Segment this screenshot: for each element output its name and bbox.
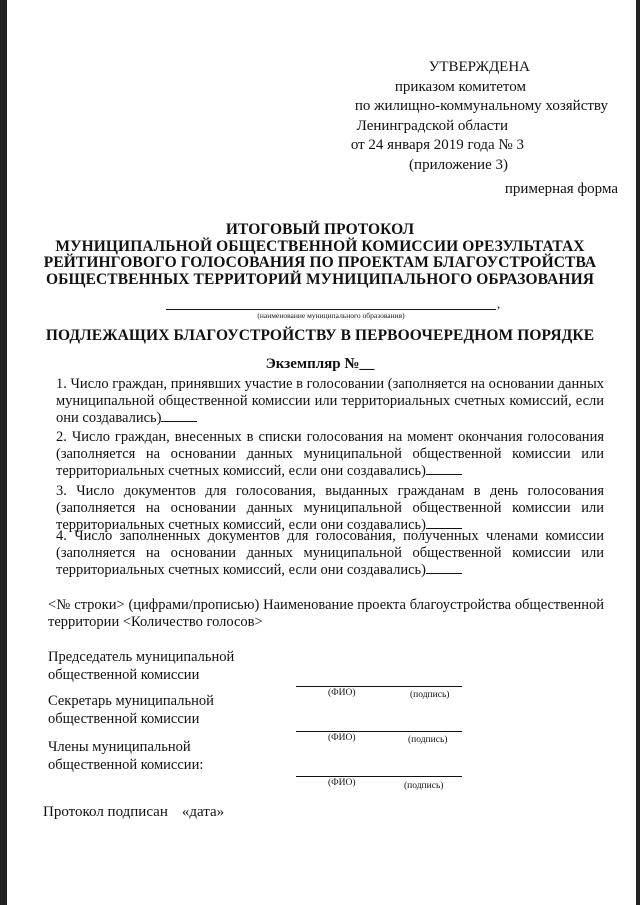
signed-label: Протокол подписан [43, 804, 168, 820]
signature-label-line: общественной комиссии [48, 667, 200, 683]
fio-caption: (ФИО) [328, 778, 356, 788]
signature-label-secretary [48, 692, 214, 728]
protocol-item-1 [56, 376, 604, 426]
title-line-2: МУНИЦИПАЛЬНОЙ ОБЩЕСТВЕННОЙ КОМИССИИ ОРЕЗУЛЬТАТАХ [55, 237, 585, 255]
signature-line-secretary [296, 731, 462, 732]
title-line-3: РЕЙТИНГОВОГО ГОЛОСОВАНИЯ ПО ПРОЕКТАМ БЛАГОУСТРОЙСТВА [43, 254, 597, 271]
signature-label-line: общественной комиссии: [48, 757, 204, 773]
item-blank [426, 562, 462, 574]
title-line-5: ПОДЛЕЖАЩИХ БЛАГОУСТРОЙСТВУ В ПЕРВООЧЕРЕДНОМ ПОРЯДКЕ [45, 327, 595, 344]
title-line-1: ИТОГОВЫЙ ПРОТОКОЛ [225, 221, 415, 238]
approval-line-4: Ленинградской области [356, 117, 508, 134]
signature-label-line: Секретарь муниципальной [48, 693, 214, 709]
signature-label-chairman [48, 648, 234, 684]
item-blank [161, 410, 197, 422]
signature-label-line: Члены муниципальной [48, 739, 191, 755]
item-text: 2. Число граждан, внесенных в списки голосования на момент окончания голосования (заполняется на основании данных муниципальной общественной комиссии или территориальных счетных комиссий, если они создавались) [56, 429, 604, 479]
copy-number-label: Экземпляр №__ [265, 356, 375, 372]
approval-line-2: приказом комитетом [394, 78, 526, 95]
signature-label-line: Председатель муниципальной [48, 649, 235, 665]
scan-border-left [0, 0, 7, 905]
form-note: примерная форма [504, 181, 618, 197]
signed-date: «дата» [181, 804, 225, 820]
signature-line-chairman [296, 686, 462, 687]
signature-line-members [296, 776, 462, 777]
signature-label-members [48, 738, 203, 774]
scan-border-right [636, 0, 640, 905]
title-line-4: ОБЩЕСТВЕННЫХ ТЕРРИТОРИЙ МУНИЦИПАЛЬНОГО ОБРАЗОВАНИЯ [45, 270, 595, 288]
approval-stamp-block [308, 58, 608, 175]
item-blank [426, 463, 462, 475]
municipality-blank-line [166, 309, 496, 310]
item-text: 4. Число заполненных документов для голосования, полученных членами комиссии (заполняется на основании данных муниципальной общественной комиссии или территориальных счетных комиссий, если они создавались) [56, 528, 604, 578]
approval-line-6: (приложение 3) [409, 156, 508, 173]
protocol-signed-footer [43, 804, 224, 821]
fio-caption: (ФИО) [328, 688, 356, 698]
approval-line-1: УТВЕРЖДЕНА [428, 59, 530, 75]
signature-caption: (подпись) [410, 690, 450, 700]
fio-caption: (ФИО) [328, 733, 356, 743]
protocol-item-4 [56, 528, 604, 578]
municipality-caption: (наименование муниципального образования) [257, 311, 405, 320]
protocol-item-2 [56, 429, 604, 479]
item-text: 1. Число граждан, принявших участие в голосовании (заполняется на основании данных муниципальной общественной комиссии или территориальных счетных комиссий, если они создавались) [56, 376, 604, 426]
signature-label-line: общественной комиссии [48, 711, 200, 727]
approval-line-3: по жилищно-коммунальному хозяйству [354, 98, 608, 114]
document-title [40, 222, 600, 288]
row-template-text: <№ строки> (цифрами/прописью) Наименование проекта благоустройства общественной территории <Количество голосов> [48, 597, 604, 630]
signature-caption: (подпись) [408, 735, 448, 745]
item-text: 3. Число документов для голосования, выданных гражданам в день голосования (заполняется на основании данных муниципальной общественной комиссии или территориальных счетных комиссий, если они создавались) [56, 483, 604, 533]
protocol-item-3 [56, 483, 604, 533]
municipality-comma: , [497, 296, 501, 311]
approval-line-5: от 24 января 2019 года № 3 [350, 137, 524, 153]
signature-caption: (подпись) [404, 781, 444, 791]
item-blank [426, 517, 462, 529]
